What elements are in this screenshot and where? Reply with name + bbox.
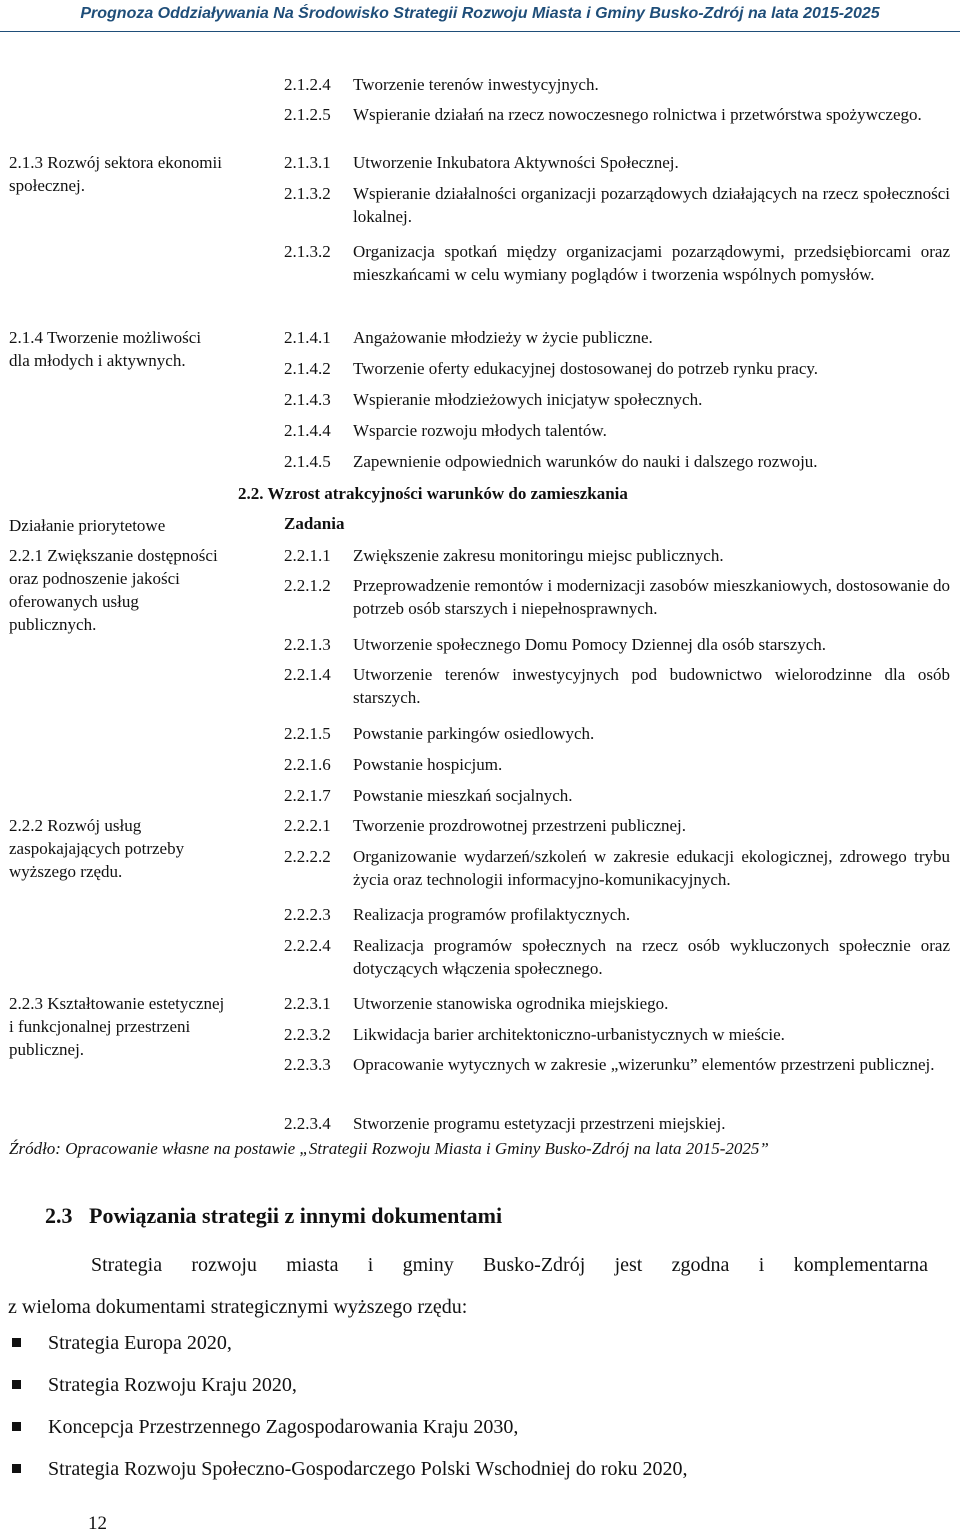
- task-item: [284, 845, 950, 891]
- task-text: Przeprowadzenie remontów i modernizacji zasobów mieszkaniowych, dostosowanie do potrzeb osób starszych i niepełnosprawnych.: [353, 576, 950, 618]
- task-text: Angażowanie młodzieży w życie publiczne.: [353, 328, 653, 347]
- task-number: 2.2.2.1: [284, 816, 331, 835]
- task-text: Tworzenie terenów inwestycyjnych.: [353, 75, 599, 94]
- task-number: 2.1.4.4: [284, 421, 331, 440]
- list-item: [12, 1367, 942, 1409]
- task-number: 2.2.1.6: [284, 755, 331, 774]
- section-2-2-title: 2.2. Wzrost atrakcyjności warunków do zamieszkania: [238, 484, 628, 503]
- objective-line: 2.2.3 Kształtowanie estetycznej: [9, 994, 225, 1013]
- objective-2-2-1: [9, 544, 271, 636]
- task-number: 2.2.3.4: [284, 1114, 331, 1133]
- list-item-text: Koncepcja Przestrzennego Zagospodarowania Kraju 2030,: [48, 1416, 519, 1438]
- task-text: Powstanie hospicjum.: [353, 755, 503, 774]
- task-item: [284, 992, 950, 1015]
- objective-line: publicznych.: [9, 615, 97, 634]
- section-2-3-heading: 2.3 Powiązania strategii z innymi dokumentami: [45, 1203, 503, 1228]
- page-number: 12: [88, 1513, 107, 1534]
- task-number: 2.2.3.3: [284, 1055, 331, 1074]
- task-number: 2.2.2.4: [284, 936, 331, 955]
- task-number: 2.1.3.2: [284, 242, 331, 261]
- objective-2-1-4: [9, 326, 271, 372]
- task-text: Likwidacja barier architektoniczno-urbanistycznych w mieście.: [353, 1025, 785, 1044]
- task-item: [284, 934, 950, 980]
- list-item: [12, 1325, 942, 1367]
- task-item: [284, 753, 950, 776]
- task-number: 2.1.3.1: [284, 153, 331, 172]
- task-number: 2.2.2.3: [284, 905, 331, 924]
- source-note: Źródło: Opracowanie własne na postawie „Strategii Rozwoju Miasta i Gminy Busko-Zdrój na lata 2015-2025”: [9, 1139, 769, 1158]
- task-item: [284, 814, 950, 837]
- task-item: [284, 633, 950, 656]
- running-header: Prognoza Oddziaływania Na Środowisko Strategii Rozwoju Miasta i Gminy Busko-Zdrój na lata 2015-2025: [80, 5, 880, 22]
- header-rule: [0, 31, 960, 32]
- objective-line: dla młodych i aktywnych.: [9, 351, 186, 370]
- objective-line: wyższego rzędu.: [9, 862, 123, 881]
- task-item: [284, 574, 950, 620]
- task-item: [284, 182, 950, 228]
- task-text: Stworzenie programu estetyzacji przestrzeni miejskiej.: [353, 1114, 726, 1133]
- task-item: [284, 1112, 950, 1135]
- task-number: 2.1.4.1: [284, 328, 331, 347]
- task-text: Tworzenie oferty edukacyjnej dostosowanej do potrzeb rynku pracy.: [353, 359, 819, 378]
- objective-line: oferowanych usług: [9, 592, 139, 611]
- task-text: Utworzenie Inkubatora Aktywności Społecznej.: [353, 153, 679, 172]
- objective-line: 2.1.4 Tworzenie możliwości: [9, 328, 202, 347]
- task-number: 2.1.2.4: [284, 75, 331, 94]
- task-text: Zapewnienie odpowiednich warunków do nauki i dalszego rozwoju.: [353, 452, 818, 471]
- task-item: [284, 784, 950, 807]
- square-bullet-icon: [12, 1338, 21, 1347]
- task-number: 2.2.3.2: [284, 1025, 331, 1044]
- objective-2-2-3: [9, 992, 271, 1061]
- task-item: [284, 357, 950, 380]
- task-item: [284, 103, 950, 126]
- task-text: Opracowanie wytycznych w zakresie „wizerunku” elementów przestrzeni publicznej.: [353, 1055, 935, 1074]
- task-item: [284, 1053, 950, 1076]
- objective-line: 2.2.1 Zwiększanie dostępności: [9, 546, 218, 565]
- task-item: [284, 1023, 950, 1046]
- task-number: 2.1.4.2: [284, 359, 331, 378]
- task-item: [284, 663, 950, 709]
- task-text: Wsparcie rozwoju młodych talentów.: [353, 421, 607, 440]
- square-bullet-icon: [12, 1422, 21, 1431]
- list-item-text: Strategia Rozwoju Społeczno-Gospodarczego Polski Wschodniej do roku 2020,: [48, 1458, 688, 1480]
- task-text: Organizacja spotkań między organizacjami pozarządowymi, przedsiębiorcami oraz mieszkańcami w celu wymiany poglądów i tworzenia wspólnych pomysłów.: [353, 242, 950, 284]
- task-item: [284, 419, 950, 442]
- task-text: Realizacja programów społecznych na rzecz osób wykluczonych społecznie oraz dotyczących włączenia społecznego.: [353, 936, 950, 978]
- objective-line: 2.2.2 Rozwój usług: [9, 816, 142, 835]
- objective-line: oraz podnoszenie jakości: [9, 569, 180, 588]
- task-number: 2.1.3.2: [284, 184, 331, 203]
- task-number: 2.2.1.3: [284, 635, 331, 654]
- task-number: 2.1.4.3: [284, 390, 331, 409]
- list-item-text: Strategia Rozwoju Kraju 2020,: [48, 1374, 297, 1396]
- task-item: [284, 388, 950, 411]
- paragraph-line: z wieloma dokumentami strategicznymi wyższego rzędu:: [8, 1296, 468, 1318]
- tasks-header: Zadania: [284, 514, 345, 533]
- priority-action-header: Działanie priorytetowe: [9, 516, 166, 535]
- objective-2-1-3: [9, 151, 271, 197]
- list-item-text: Strategia Europa 2020,: [48, 1332, 232, 1354]
- list-item: [12, 1409, 942, 1451]
- task-item: [284, 903, 950, 926]
- task-text: Tworzenie prozdrowotnej przestrzeni publicznej.: [353, 816, 687, 835]
- task-text: Organizowanie wydarzeń/szkoleń w zakresie edukacji ekologicznej, zdrowego trybu życia oraz technologii informacyjno-komunikacyjnych.: [353, 847, 950, 889]
- task-item: [284, 722, 950, 745]
- objective-line: 2.1.3 Rozwój sektora ekonomii: [9, 153, 222, 172]
- objective-line: i funkcjonalnej przestrzeni: [9, 1017, 191, 1036]
- task-number: 2.2.1.5: [284, 724, 331, 743]
- task-text: Powstanie parkingów osiedlowych.: [353, 724, 595, 743]
- task-number: 2.2.1.4: [284, 665, 331, 684]
- objective-line: zaspokajających potrzeby: [9, 839, 185, 858]
- task-text: Utworzenie społecznego Domu Pomocy Dziennej dla osób starszych.: [353, 635, 827, 654]
- task-text: Wspieranie młodzieżowych inicjatyw społecznych.: [353, 390, 703, 409]
- task-text: Powstanie mieszkań socjalnych.: [353, 786, 573, 805]
- objective-line: społecznej.: [9, 176, 85, 195]
- section-2-3-paragraph: [8, 1244, 928, 1328]
- task-number: 2.2.2.2: [284, 847, 331, 866]
- task-item: [284, 544, 950, 567]
- task-number: 2.2.1.7: [284, 786, 331, 805]
- task-number: 2.1.2.5: [284, 105, 331, 124]
- task-text: Wspieranie działalności organizacji pozarządowych działających na rzecz społeczności lokalnej.: [353, 184, 950, 226]
- task-number: 2.1.4.5: [284, 452, 331, 471]
- task-number: 2.2.3.1: [284, 994, 331, 1013]
- task-item: [284, 73, 950, 96]
- task-item: [284, 240, 950, 286]
- task-text: Wspieranie działań na rzecz nowoczesnego rolnictwa i przetwórstwa spożywczego.: [353, 105, 922, 124]
- square-bullet-icon: [12, 1380, 21, 1389]
- paragraph-line: Strategia rozwoju miasta i gminy Busko-Zdrój jest zgodna i komplementarna: [91, 1254, 928, 1276]
- task-number: 2.2.1.2: [284, 576, 331, 595]
- objective-line: publicznej.: [9, 1040, 85, 1059]
- task-item: [284, 151, 950, 174]
- task-item: [284, 326, 950, 349]
- task-text: Realizacja programów profilaktycznych.: [353, 905, 631, 924]
- task-item: [284, 450, 950, 473]
- task-number: 2.2.1.1: [284, 546, 331, 565]
- document-list: [12, 1325, 942, 1493]
- objective-2-2-2: [9, 814, 271, 883]
- square-bullet-icon: [12, 1464, 21, 1473]
- list-item: [12, 1451, 942, 1493]
- task-text: Zwiększenie zakresu monitoringu miejsc publicznych.: [353, 546, 724, 565]
- task-text: Utworzenie stanowiska ogrodnika miejskiego.: [353, 994, 669, 1013]
- task-text: Utworzenie terenów inwestycyjnych pod budownictwo wielorodzinne dla osób starszych.: [353, 665, 950, 707]
